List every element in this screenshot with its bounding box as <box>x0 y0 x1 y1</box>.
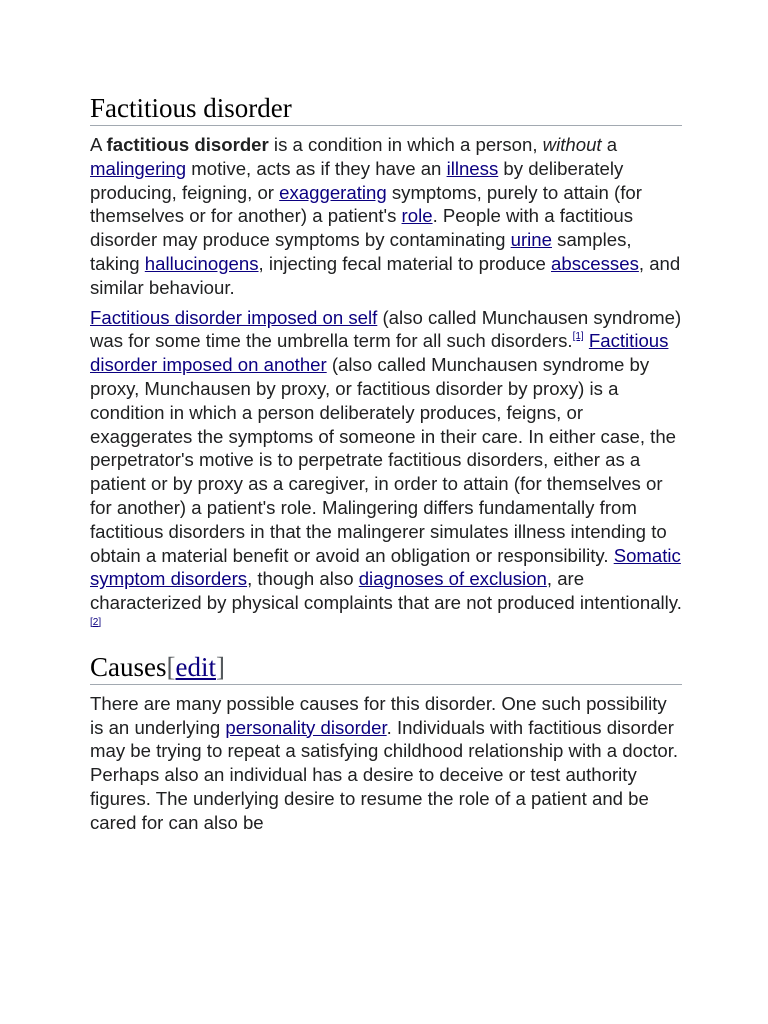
text: , and similar behaviour. <box>90 252 681 298</box>
link-somatic-symptom-disorders[interactable]: Somatic symptom disorders <box>90 544 681 590</box>
link-diagnoses-of-exclusion[interactable]: diagnoses of exclusion <box>358 568 547 590</box>
link-urine[interactable]: urine <box>510 229 552 251</box>
text: , injecting fecal material to produce <box>258 252 552 274</box>
link-hallucinogens[interactable]: hallucinogens <box>144 252 259 274</box>
paragraph-2 <box>90 306 682 639</box>
heading-text: Causes <box>90 651 167 682</box>
bold-term: factitious disorder <box>106 134 269 155</box>
text: . People with a factitious disorder may produce symptoms by contaminating <box>90 205 634 251</box>
reference-link[interactable]: [2] <box>90 616 102 628</box>
text: (also called Munchausen syndrome) was for some time the umbrella term for all such disorders. <box>90 306 682 352</box>
page-title: Factitious disorder <box>90 92 682 126</box>
link-malingering[interactable]: malingering <box>90 157 187 179</box>
text: , are characterized by physical complaints that are not produced intentionally. <box>90 568 682 614</box>
reference-1[interactable] <box>573 331 584 342</box>
edit-link[interactable]: edit <box>175 651 216 682</box>
text: by deliberately producing, feigning, or <box>90 157 624 203</box>
text: is a condition in which a person, <box>268 134 543 155</box>
text: samples, taking <box>90 229 632 274</box>
text: . Individuals with factitious disorder may be trying to repeat a satisfying childhood relationship with a doctor. Perhaps also an individual has a desire to deceive or test authority figures. The underlying desire to resume the role of a patient and be cared for can also be <box>90 716 679 833</box>
reference-link[interactable]: [1] <box>572 331 584 343</box>
text: There are many possible causes for this disorder. One such possibility is an underlying <box>90 692 667 738</box>
link-imposed-on-self[interactable]: Factitious disorder imposed on self <box>90 306 378 328</box>
causes-paragraph <box>90 692 682 835</box>
reference-2[interactable] <box>90 617 101 628</box>
link-abscesses[interactable]: abscesses <box>551 252 639 274</box>
intro-paragraph <box>90 133 682 300</box>
bracket: [ <box>166 651 176 682</box>
text: A <box>90 134 107 155</box>
italic-text: without <box>542 134 602 155</box>
bracket: ] <box>216 651 225 682</box>
article <box>90 92 682 841</box>
text: a <box>601 134 618 155</box>
text: symptoms, purely to attain (for themselves or for another) a patient's <box>90 181 642 227</box>
text: (also called Munchausen syndrome by proxy, Munchausen by proxy, or factitious disorder by proxy) is a condition in which a person deliberately produces, feigns, or exaggerates the symptoms of someone in their care. In either case, the perpetrator's motive is to perpetrate factitious disorders, either as a patient or by proxy as a caregiver, in order to attain (for themselves or for another) a patient's role. Malingering differs fundamentally from factitious disorders in that the malingerer simulates illness intending to obtain a material benefit or avoid an obligation or responsibility. <box>90 354 677 566</box>
link-imposed-on-another[interactable]: Factitious disorder imposed on another <box>90 330 669 376</box>
link-exaggerating[interactable]: exaggerating <box>279 181 387 203</box>
text: motive, acts as if they have an <box>186 157 447 179</box>
section-heading-causes <box>90 651 682 685</box>
link-personality-disorder[interactable]: personality disorder <box>225 716 387 738</box>
link-illness[interactable]: illness <box>446 157 499 179</box>
link-role[interactable]: role <box>401 205 433 227</box>
text: , though also <box>247 568 359 590</box>
